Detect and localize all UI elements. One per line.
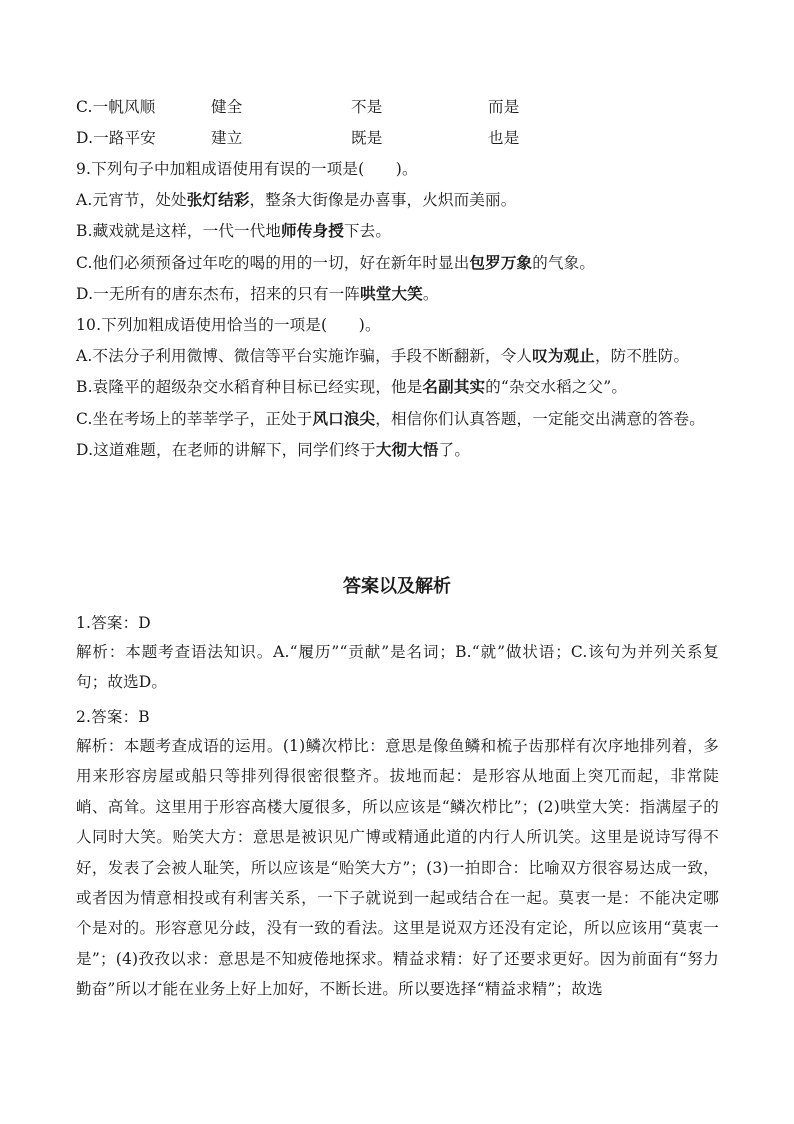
bold-idiom: 风口浪尖 — [312, 410, 376, 428]
bold-idiom: 叹为观止 — [532, 347, 595, 365]
question-9-option-d: D.一无所有的唐东杰布，招来的只有一阵哄堂大笑。 — [76, 285, 439, 303]
bold-idiom: 师传身授 — [281, 222, 344, 240]
option-label: C.一帆风顺 — [76, 98, 156, 116]
answer-1-explanation: 解析：本题考查语法知识。A.“履历”“贡献”是名词；B.“就”做状语；C.该句为并列关系复句；故选D。 — [76, 643, 719, 692]
question-9-stem: 9.下列句子中加粗成语使用有误的一项是( )。 — [76, 160, 418, 178]
bold-idiom: 哄堂大笑 — [360, 285, 423, 303]
question-10-option-a: A.不法分子利用微博、微信等平台实施诈骗，手段不断翻新，令人叹为观止，防不胜防。 — [76, 347, 690, 365]
option-word: 而是 — [488, 98, 520, 116]
answer-2-explanation: 解析：本题考查成语的运用。(1)鳞次栉比：意思是像鱼鳞和梳子齿那样有次序地排列着，多用来形容房屋或船只等排列得很密很整齐。拔地而起：是形容从地面上突兀而起，非常陡峭、高耸。这里用于形容高楼大厦很多，所以应该是“鳞次栉比”；(2)哄堂大笑：指满屋子的人同时大笑。贻笑大方：意思是被识见广博或精通此道的内行人所讥笑。这里是说诗写得不好，发表了会被人耻笑，所以应该是“贻笑大方”；(3)一拍即合：比喻双方很容易达成一致，或者因为情意相投或有利害关系，一下子就说到一起或结合在一起。莫衷一是：不能决定哪个是对的。形容意见分歧，没有一致的看法。这里是说双方还没有定论，所以应该用“莫衷一是”；(4)孜孜以求：意思是不知疲倦地探求。精益求精：好了还要求更好。因为前面有“努力勤奋”所以才能在业务上好上加好，不断长进。所以要选择“精益求精”；故选 — [76, 737, 719, 999]
option-word: 不是 — [351, 98, 383, 116]
question-9-option-a: A.元宵节，处处张灯结彩，整条大街像是办喜事，火炽而美丽。 — [76, 191, 517, 209]
question-10-option-d: D.这道难题，在老师的讲解下，同学们终于大彻大悟了。 — [76, 441, 471, 459]
option-label: D.一路平安 — [76, 129, 157, 147]
bold-idiom: 大彻大悟 — [375, 441, 439, 459]
answer-1: 1.答案：D — [76, 614, 151, 632]
bold-idiom: 包罗万象 — [469, 254, 533, 272]
bold-idiom: 名副其实 — [422, 378, 486, 396]
answers-title: 答案以及解析 — [343, 576, 451, 597]
bold-idiom: 张灯结彩 — [186, 191, 250, 209]
option-word: 建立 — [211, 129, 243, 147]
question-10-stem: 10.下列加粗成语使用恰当的一项是( )。 — [76, 316, 381, 334]
option-word: 既是 — [351, 129, 383, 147]
question-9-option-b: B.藏戏就是这样，一代一代地师传身授下去。 — [76, 222, 392, 240]
option-word: 健全 — [211, 98, 243, 116]
question-10-option-c: C.坐在考场上的莘莘学子，正处于风口浪尖，相信你们认真答题，一定能交出满意的答卷。 — [76, 410, 705, 428]
question-10-option-b: B.袁隆平的超级杂交水稻育种目标已经实现，他是名副其实的“杂交水稻之父”。 — [76, 378, 628, 396]
option-word: 也是 — [488, 129, 520, 147]
answer-2: 2.答案：B — [76, 708, 150, 726]
question-9-option-c: C.他们必须预备过年吃的喝的用的一切，好在新年时显出包罗万象的气象。 — [76, 254, 596, 272]
